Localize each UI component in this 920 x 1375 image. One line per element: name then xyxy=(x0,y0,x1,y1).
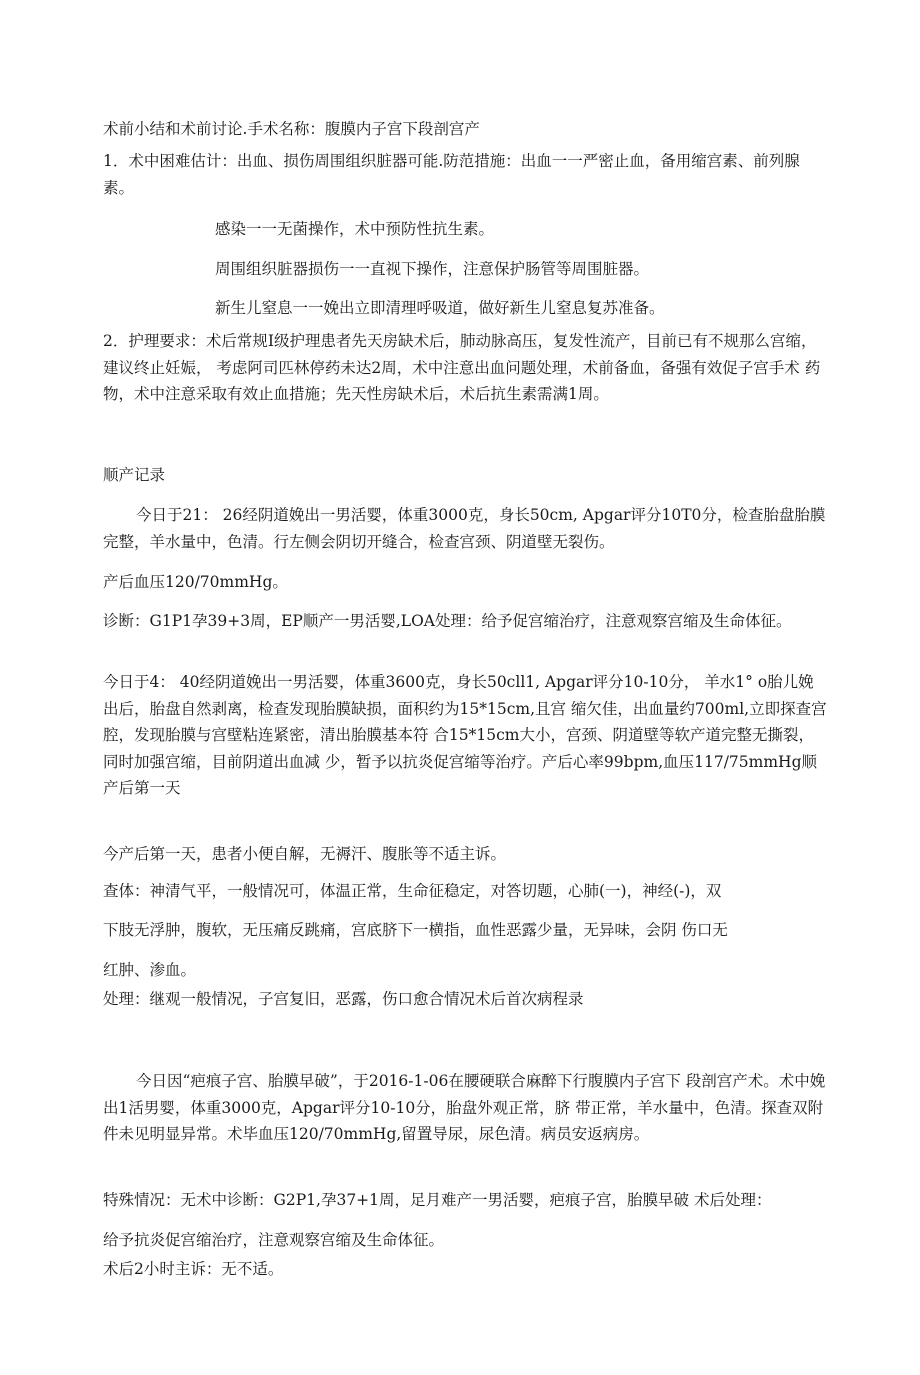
postpartum-day1: 今产后第一天，患者小便自解，无褥汗、腹胀等不适主诉。 xyxy=(103,845,507,863)
post-op-complaint: 术后2小时主诉：无不适。 xyxy=(103,1260,284,1278)
delivery-note-2: 今日于4： 40经阴道娩出一男活婴，体重3600克，身长50cll1, Apgar评分10-10分， 羊水1° o胎儿娩出后，胎盘自然剥离，检查发现胎膜缺损，面积约为15*15cm,且宫 缩欠佳，出血量约700ml,立即探查宫腔，发现胎膜与宫壁粘连紧密，清出胎膜基本符 合15*15cm大小，宫颈、阴道壁等软产道完整无撕裂，同时加强宫缩，目前阴道出血减 少，暂予以抗炎促宫缩等治疗。产后心率99bpm,血压117/75mmHg顺产后第一天 xyxy=(103,673,827,797)
postpartum-bp: 产后血压120/70mmHg。 xyxy=(103,573,288,591)
difficulty-estimate: 1．术中困难估计：出血、损伤周围组织脏器可能.防范措施：出血一一严密止血，备用缩宫素、前列腺素。 xyxy=(103,152,800,197)
management-note: 处理：继观一般情况，子宫复旧，恶露，伤口愈合情况术后首次病程录 xyxy=(103,990,584,1008)
special-circumstances: 特殊情况：无术中诊断：G2P1,孕37+1周，足月难产一男活婴，疤痕子宫，胎膜早破 术后处理： xyxy=(103,1191,772,1209)
infection-measure: 感染一一无菌操作，术中预防性抗生素。 xyxy=(215,220,495,238)
neonatal-asphyxia-measure: 新生儿窒息一一娩出立即清理呼吸道，做好新生儿窒息复苏准备。 xyxy=(215,299,665,317)
physical-exam-line3: 红肿、渗血。 xyxy=(103,961,197,979)
post-op-management: 给予抗炎促宫缩治疗，注意观察宫缩及生命体征。 xyxy=(103,1231,445,1249)
surgery-title: 术前小结和术前讨论.手术名称：腹膜内子宫下段剖宫产 xyxy=(103,120,480,138)
physical-exam-line2: 下肢无浮肿，腹软，无压痛反跳痛，宫底脐下一横指，血性恶露少量，无异味，会阴 伤口无 xyxy=(103,921,728,939)
delivery-record-heading: 顺产记录 xyxy=(103,466,166,484)
nursing-requirements: 2．护理要求：术后常规I级护理患者先天房缺术后，肺动脉高压，复发性流产，目前已有不规那么宫缩，建议终止妊娠， 考虑阿司匹林停药未达2周，术中注意出血问题处理，术前备血，备强有效促子宫手术 药物，术中注意采取有效止血措施；先天性房缺术后，术后抗生素需满1周。 xyxy=(103,332,821,403)
diagnosis-1: 诊断：G1P1孕39+3周，EP顺产一男活婴,LOA处理：给予促宫缩治疗，注意观察宫缩及生命体征。 xyxy=(103,612,792,630)
tissue-injury-measure: 周围组织脏器损伤一一直视下操作，注意保护肠管等周围脏器。 xyxy=(215,260,650,278)
physical-exam-line1: 查体：神清气平，一般情况可，体温正常，生命征稳定，对答切题，心肺(一)，神经(-)，双 xyxy=(103,882,722,900)
delivery-note-1: 今日于21： 26经阴道娩出一男活婴，体重3000克，身长50cm, Apgar评分10T0分，检查胎盘胎膜完整，羊水量中，色清。行左侧会阴切开缝合，检查宫颈、阴道壁无裂伤。 xyxy=(103,506,826,551)
surgery-note: 今日因“疤痕子宫、胎膜早破”，于2016-1-06在腰硬联合麻醉下行腹膜内子宫下 段剖宫产术。术中娩出1活男婴，体重3000克，Apgar评分10-10分，胎盘外观正常，脐 带正常，羊水量中，色清。探查双附件未见明显异常。术毕血压120/70mmHg,留置导尿，尿色清。病员安返病房。 xyxy=(103,1072,826,1143)
